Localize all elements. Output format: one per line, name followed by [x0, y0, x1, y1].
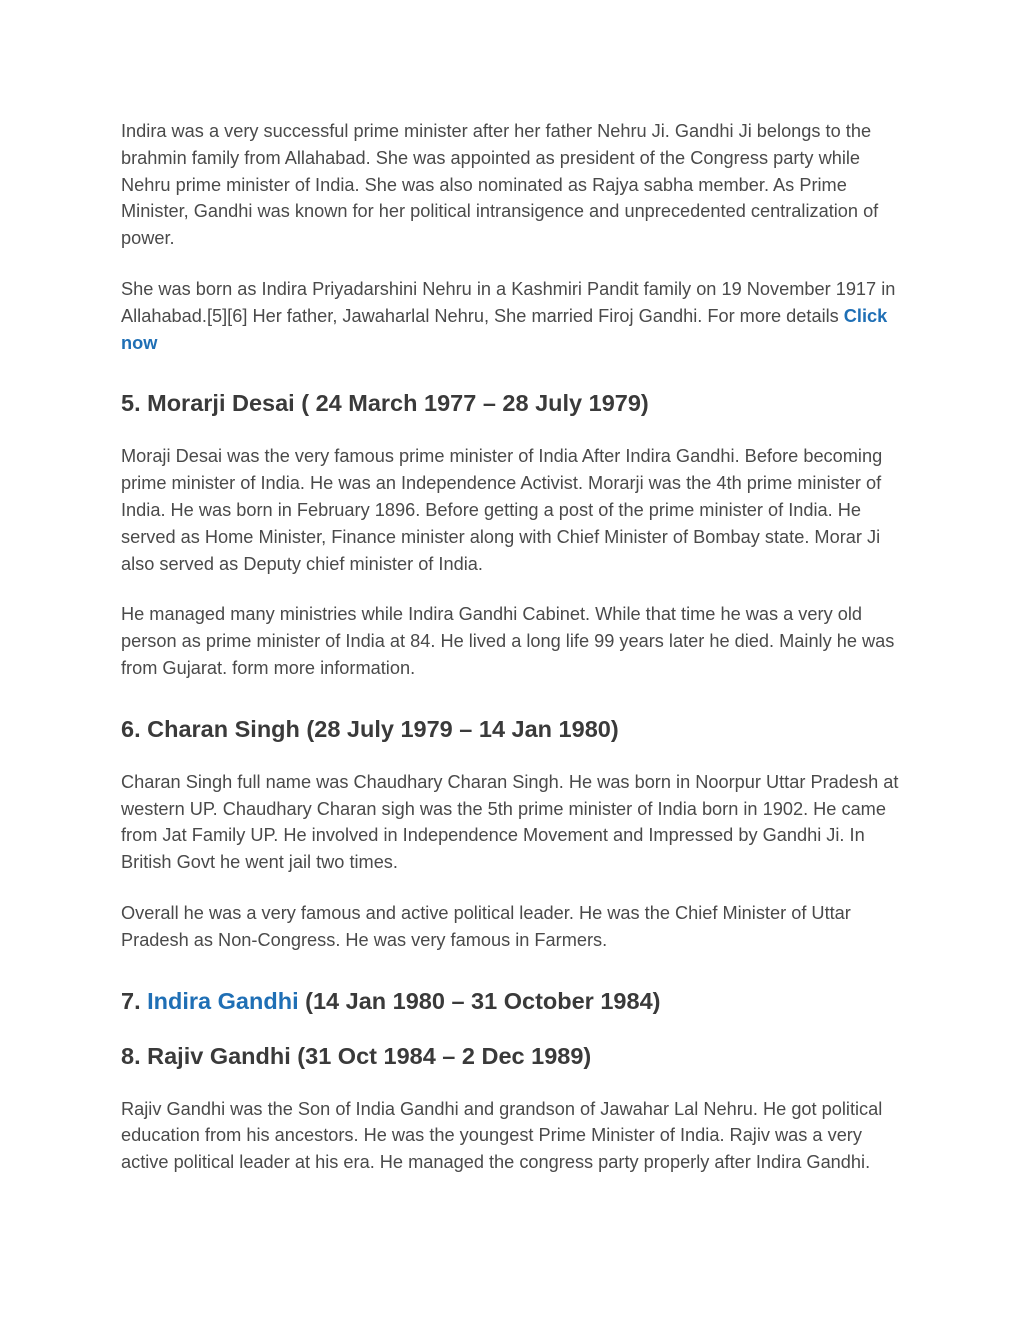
click-now-link[interactable]: Click now: [121, 305, 888, 353]
heading-charan-singh: 6. Charan Singh (28 July 1979 – 14 Jan 1980): [121, 715, 619, 742]
paragraph-indira-birth-text: She was born as Indira Priyadarshini Nehru in a Kashmiri Pandit family on 19 November 1917 in Allahabad.[5][6] Her father, Jawaharlal Nehru, She married Firoj Gandhi. For more details: [121, 278, 896, 326]
paragraph-indira-birth: [121, 276, 911, 356]
indira-gandhi-link[interactable]: Indira Gandhi: [147, 987, 299, 1014]
paragraph-morarji-intro: Moraji Desai was the very famous prime minister of India After Indira Gandhi. Before becoming prime minister of India. He was an Independence Activist. Morarji was the 4th prime minister of India. He was born in February 1896. Before getting a post of the prime minister of India. He served as Home Minister, Finance minister along with Chief Minister of Bombay state. Morar Ji also served as Deputy chief minister of India.: [121, 446, 883, 574]
article-body: [121, 118, 911, 1200]
paragraph-charan-intro: Charan Singh full name was Chaudhary Charan Singh. He was born in Noorpur Uttar Pradesh at western UP. Chaudhary Charan sigh was the 5th prime minister of India born in 1902. He came from Jat Family UP. He involved in Independence Movement and Impressed by Gandhi Ji. In British Govt he went jail two times.: [121, 771, 899, 873]
paragraph-morarji-ministries: He managed many ministries while Indira Gandhi Cabinet. While that time he was a very old person as prime minister of India at 84. He lived a long life 99 years later he died. Mainly he was from Gujarat. form more information.: [121, 604, 895, 678]
heading-morarji-desai: 5. Morarji Desai ( 24 March 1977 – 28 July 1979): [121, 390, 649, 417]
heading-indira-suffix: (14 Jan 1980 – 31 October 1984): [298, 987, 661, 1014]
heading-indira-prefix: 7.: [121, 987, 148, 1014]
heading-rajiv-gandhi: 8. Rajiv Gandhi (31 Oct 1984 – 2 Dec 1989): [121, 1042, 592, 1069]
paragraph-indira-intro: Indira was a very successful prime minister after her father Nehru Ji. Gandhi Ji belongs to the brahmin family from Allahabad. She was appointed as president of the Congress party while Nehru prime minister of India. She was also nominated as Rajya sabha member. As Prime Minister, Gandhi was known for her political intransigence and unprecedented centralization of power.: [121, 121, 879, 249]
paragraph-rajiv-intro: Rajiv Gandhi was the Son of India Gandhi and grandson of Jawahar Lal Nehru. He got political education from his ancestors. He was the youngest Prime Minister of India. Rajiv was a very active political leader at his era. He managed the congress party properly after Indira Gandhi.: [121, 1098, 883, 1173]
heading-indira-gandhi-second: [121, 986, 911, 1016]
paragraph-charan-overall: Overall he was a very famous and active political leader. He was the Chief Minister of Uttar Pradesh as Non-Congress. He was very famous in Farmers.: [121, 902, 851, 950]
